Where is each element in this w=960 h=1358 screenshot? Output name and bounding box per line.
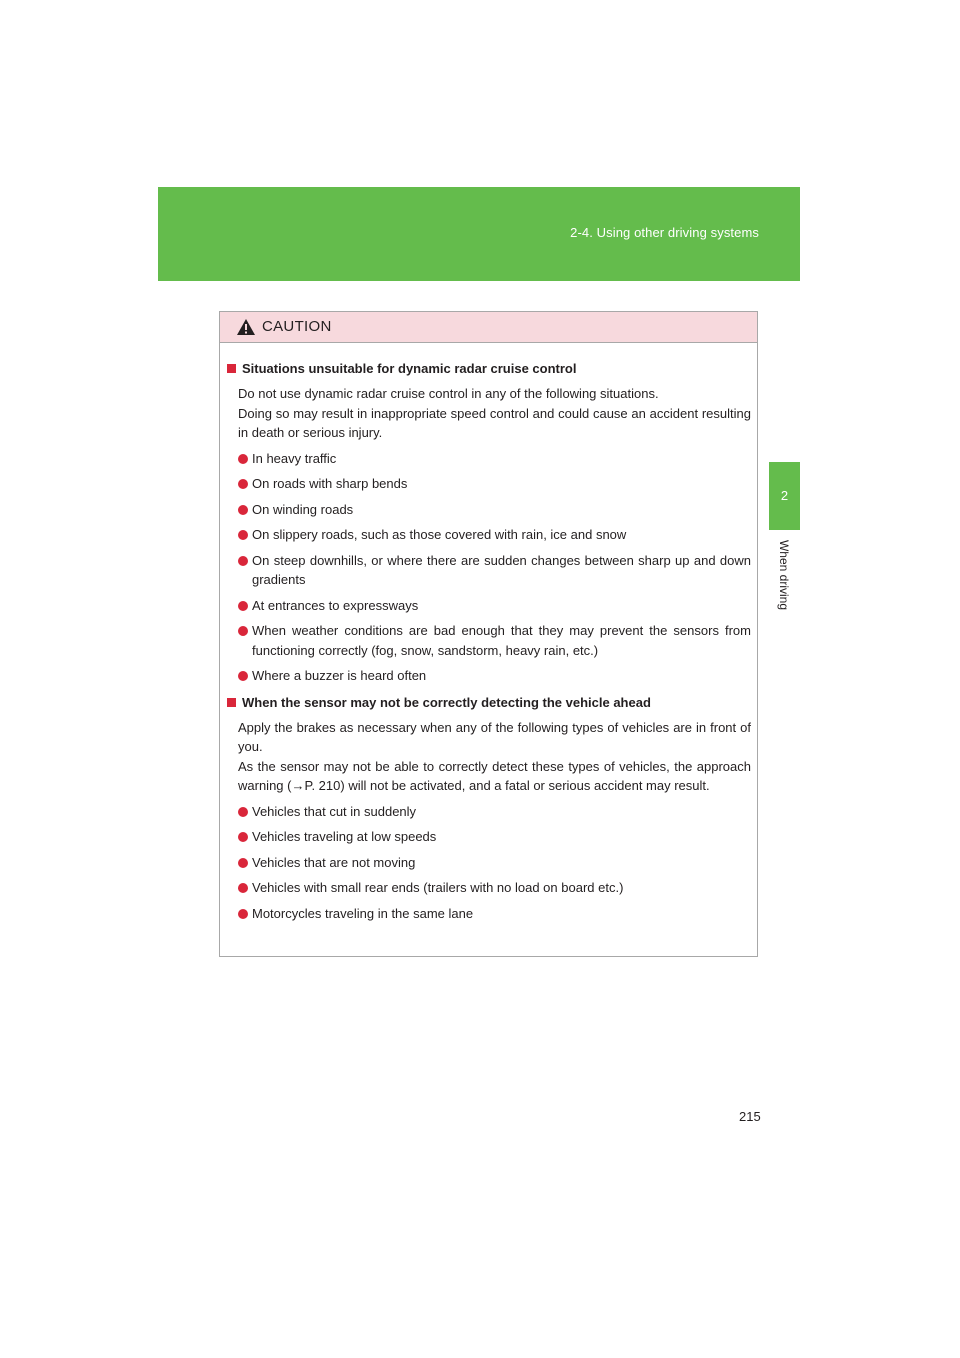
list-item: When weather conditions are bad enough that they may prevent the sensors from functioning correctly (fog, snow, sandstorm, heavy rain, etc.) — [238, 621, 751, 660]
round-bullet-icon — [238, 807, 248, 817]
list-item: Vehicles with small rear ends (trailers with no load on board etc.) — [238, 878, 751, 898]
caution-header — [220, 312, 757, 343]
section-heading: When the sensor may not be correctly detecting the vehicle ahead — [224, 692, 757, 714]
list-item: On slippery roads, such as those covered with rain, ice and snow — [238, 525, 751, 545]
round-bullet-icon — [238, 530, 248, 540]
paragraph: Do not use dynamic radar cruise control in any of the following situations. — [238, 386, 659, 401]
chapter-tab — [769, 462, 800, 530]
page-number: 215 — [739, 1109, 761, 1124]
paragraph: Doing so may result in inappropriate speed control and could cause an accident resulting in death or serious injury. — [238, 405, 751, 440]
list-item: At entrances to expressways — [238, 596, 751, 616]
round-bullet-icon — [238, 479, 248, 489]
round-bullet-icon — [238, 883, 248, 893]
chapter-number: 2 — [780, 488, 789, 503]
round-bullet-icon — [238, 505, 248, 515]
round-bullet-icon — [238, 454, 248, 464]
list-item: Motorcycles traveling in the same lane — [238, 904, 751, 924]
square-bullet-icon — [227, 364, 236, 373]
section-title: 2-4. Using other driving systems — [570, 225, 759, 240]
paragraph: Apply the brakes as necessary when any of the following types of vehicles are in front of you. — [238, 719, 751, 754]
list-item: Vehicles traveling at low speeds — [238, 827, 751, 847]
section-heading: Situations unsuitable for dynamic radar cruise control — [224, 358, 757, 380]
bullet-list — [220, 449, 757, 686]
round-bullet-icon — [238, 832, 248, 842]
caution-box — [219, 311, 758, 957]
caution-body — [220, 352, 757, 923]
round-bullet-icon — [238, 626, 248, 636]
list-item: Vehicles that are not moving — [238, 853, 751, 873]
chapter-label: When driving — [777, 539, 791, 611]
list-item: On steep downhills, or where there are sudden changes between sharp up and down gradients — [238, 551, 751, 590]
list-item: On roads with sharp bends — [238, 474, 751, 494]
bullet-list — [220, 802, 757, 924]
round-bullet-icon — [238, 671, 248, 681]
list-item: Vehicles that cut in suddenly — [238, 802, 751, 822]
chapter-header-band — [158, 187, 800, 281]
caution-title: CAUTION — [262, 318, 332, 335]
square-bullet-icon — [227, 698, 236, 707]
paragraph: As the sensor may not be able to correctly detect these types of vehicles, the approach warning (→P. 210) will not be activated, and a fatal or serious accident may result. — [238, 758, 751, 793]
list-item: On winding roads — [238, 500, 751, 520]
round-bullet-icon — [238, 858, 248, 868]
list-item: Where a buzzer is heard often — [238, 666, 751, 686]
list-item: In heavy traffic — [238, 449, 751, 469]
round-bullet-icon — [238, 601, 248, 611]
round-bullet-icon — [238, 556, 248, 566]
round-bullet-icon — [238, 909, 248, 919]
warning-triangle-icon — [236, 318, 256, 336]
